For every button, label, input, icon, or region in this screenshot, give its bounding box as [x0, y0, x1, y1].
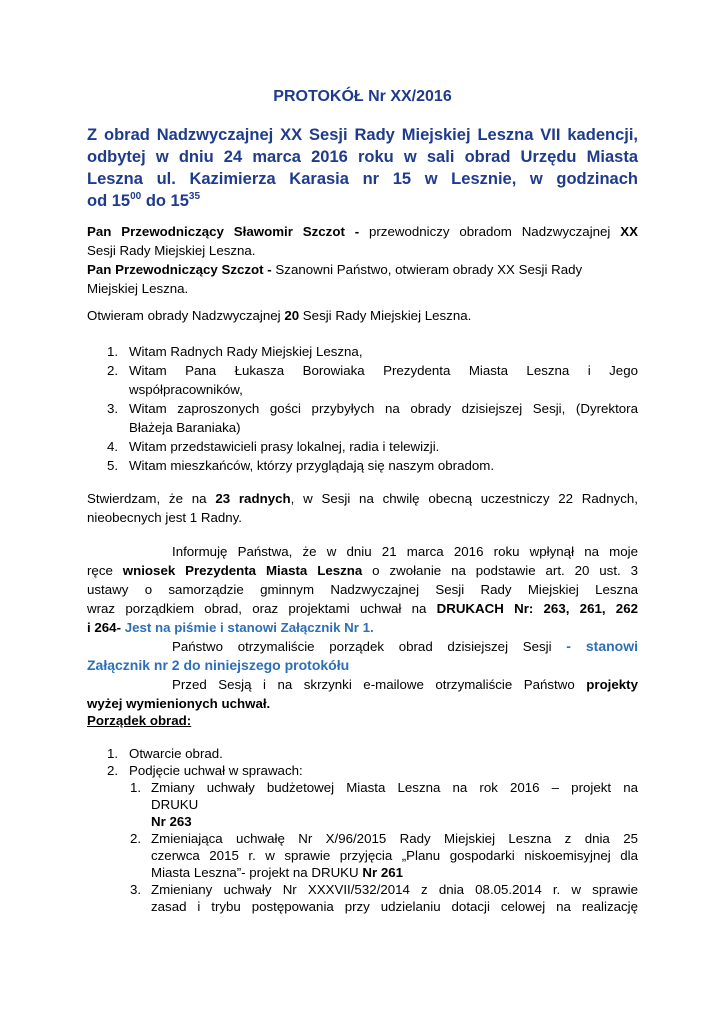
info-text: Informuję Państwa, że w dniu 21 marca 2016 roku wpłynął na moje [172, 544, 638, 559]
time-sup: 00 [130, 191, 142, 202]
opening-paragraph [87, 306, 638, 325]
list-text: DRUKU [151, 797, 199, 812]
list-number: 4. [107, 439, 119, 454]
list-item [87, 342, 638, 361]
list-text: czerwca 2015 r. w sprawie przyjęcia „Planu gospodarki niskoemisyjnej dla [151, 848, 638, 863]
attachment-note: Załącznik nr 2 do niniejszego protokółu [87, 657, 350, 673]
info-line-inner [172, 637, 638, 656]
list-text: współpracowników, [129, 382, 243, 397]
list-text: Witam Radnych Rady Miejskiej Leszna, [129, 344, 363, 359]
list-text: Zmieniany uchwały Nr XXXVII/532/2014 z dnia 08.05.2014 r. w sprawie [151, 882, 638, 897]
opening-text: Sesji Rady Miejskiej Leszna. [299, 308, 472, 323]
list-item [87, 399, 638, 437]
intro-paragraph [87, 222, 638, 298]
agenda-list [87, 745, 638, 915]
sub-list-item [87, 779, 638, 830]
info-line [87, 561, 638, 580]
list-text: Witam zaproszonych gości przybyłych na obrady dzisiejszej Sesji, (Dyrektora [129, 401, 638, 416]
info-text: o zwołanie na podstawie art. 20 ust. 3 [362, 563, 639, 578]
list-text: Błażeja Baraniaka) [129, 420, 241, 435]
opening-bold: 20 [284, 308, 300, 323]
time-text: od 15 [87, 192, 131, 210]
quorum-text: , w Sesji na chwilę obecną uczestniczy 22 Radnych, [290, 491, 638, 506]
info-line-inner [172, 675, 638, 694]
list-text: Witam przedstawicieli prasy lokalnej, radia i telewizji. [129, 439, 440, 454]
list-number: 3. [130, 882, 142, 897]
list-text: zasad i trybu postępowania przy udzielaniu dotacji celowej na realizację [151, 899, 638, 914]
intro-text: przewodniczy obradom Nadzwyczajnej [359, 224, 621, 239]
info-paragraph [87, 542, 638, 713]
speaker-name: Pan Przewodniczący Sławomir Szczot - [87, 224, 360, 239]
intro-text: Miejskiej Leszna. [87, 281, 189, 296]
list-number: 1. [107, 746, 119, 761]
speaker-name: Pan Przewodniczący Szczot - [87, 262, 272, 277]
info-bold: wniosek Prezydenta Miasta Leszna [122, 563, 363, 578]
list-item [87, 456, 638, 475]
opening-text: Otwieram obrady Nadzwyczajnej [87, 308, 285, 323]
info-bold: DRUKACH Nr: 263, 261, 262 [436, 601, 638, 616]
list-line [151, 864, 638, 881]
info-bold: i 264- [87, 620, 122, 635]
print-number: Nr 263 [151, 814, 192, 829]
info-line [87, 599, 638, 618]
info-line [87, 618, 638, 637]
info-line [87, 542, 638, 561]
list-number: 1. [107, 344, 119, 359]
subtitle-line: odbytej w dniu 24 marca 2016 roku w sali obrad Urzędu Miasta [87, 148, 638, 166]
sub-list-item [87, 881, 638, 915]
quorum-text: nieobecnych jest 1 Radny. [87, 510, 242, 525]
list-text: Zmiany uchwały budżetowej Miasta Leszna na rok 2016 – projekt na [151, 780, 638, 795]
list-number: 3. [107, 401, 119, 416]
list-text: Miasta Leszna”- projekt na DRUKU [151, 865, 363, 880]
list-text: Otwarcie obrad. [129, 746, 223, 761]
subtitle-line: Z obrad Nadzwyczajnej XX Sesji Rady Miejskiej Leszna VII kadencji, [87, 126, 638, 144]
agenda-title: Porządek obrad: [87, 713, 192, 728]
subtitle-line: Leszna ul. Kazimierza Karasia nr 15 w Lesznie, w godzinach [87, 170, 638, 188]
agenda-heading [87, 711, 638, 730]
print-number: Nr 261 [362, 865, 404, 880]
info-line [87, 637, 638, 656]
intro-text: Szanowni Państwo, otwieram obrady XX Sesji Rady [271, 262, 583, 277]
list-text: Podjęcie uchwał w sprawach: [129, 763, 303, 778]
list-number: 2. [107, 763, 119, 778]
sub-list-item [87, 830, 638, 881]
info-text: Państwo otrzymaliście porządek obrad dzisiejszej Sesji [172, 639, 567, 654]
list-item [87, 762, 638, 779]
list-text: Zmieniająca uchwałę Nr X/96/2015 Rady Miejskiej Leszna z dnia 25 [151, 831, 638, 846]
info-text: wraz porządkiem obrad, oraz projektami uchwał na [87, 601, 437, 616]
attachment-note: - stanowi [566, 638, 638, 654]
list-item [87, 745, 638, 762]
list-number: 1. [130, 780, 142, 795]
time-sup: 35 [188, 191, 201, 202]
info-text: Przed Sesją i na skrzynki e-mailowe otrzymaliście Państwo [172, 677, 587, 692]
quorum-paragraph [87, 489, 638, 527]
info-line [87, 675, 638, 694]
session-subtitle [87, 124, 638, 212]
list-text: Witam mieszkańców, którzy przyglądają się naszym obradom. [129, 458, 495, 473]
quorum-bold: 23 radnych [215, 491, 291, 506]
list-item [87, 437, 638, 456]
quorum-text: Stwierdzam, że na [87, 491, 216, 506]
greetings-list [87, 342, 638, 475]
quorum-line [87, 489, 638, 508]
subtitle-line [87, 190, 638, 212]
intro-text: Sesji Rady Miejskiej Leszna. [87, 243, 256, 258]
protocol-title: PROTOKÓŁ Nr XX/2016 [273, 88, 452, 105]
intro-bold: XX [620, 224, 638, 239]
intro-line [87, 222, 638, 241]
list-number: 2. [130, 831, 142, 846]
info-text: ręce [87, 563, 123, 578]
info-bold: wyżej wymienionych uchwał. [87, 696, 271, 711]
info-bold: projekty [586, 677, 638, 692]
time-text: do 15 [141, 192, 189, 210]
list-text: Witam Pana Łukasza Borowiaka Prezydenta Miasta Leszna i Jego [129, 363, 638, 378]
attachment-note: Jest na piśmie i stanowi Załącznik Nr 1. [121, 620, 374, 635]
intro-line [87, 260, 638, 279]
info-text: ustawy o samorządzie gminnym Nadzwyczajnej Sesji Rady Miejskiej Leszna [87, 582, 638, 597]
list-item [87, 361, 638, 399]
list-number: 2. [107, 363, 119, 378]
list-number: 5. [107, 458, 119, 473]
